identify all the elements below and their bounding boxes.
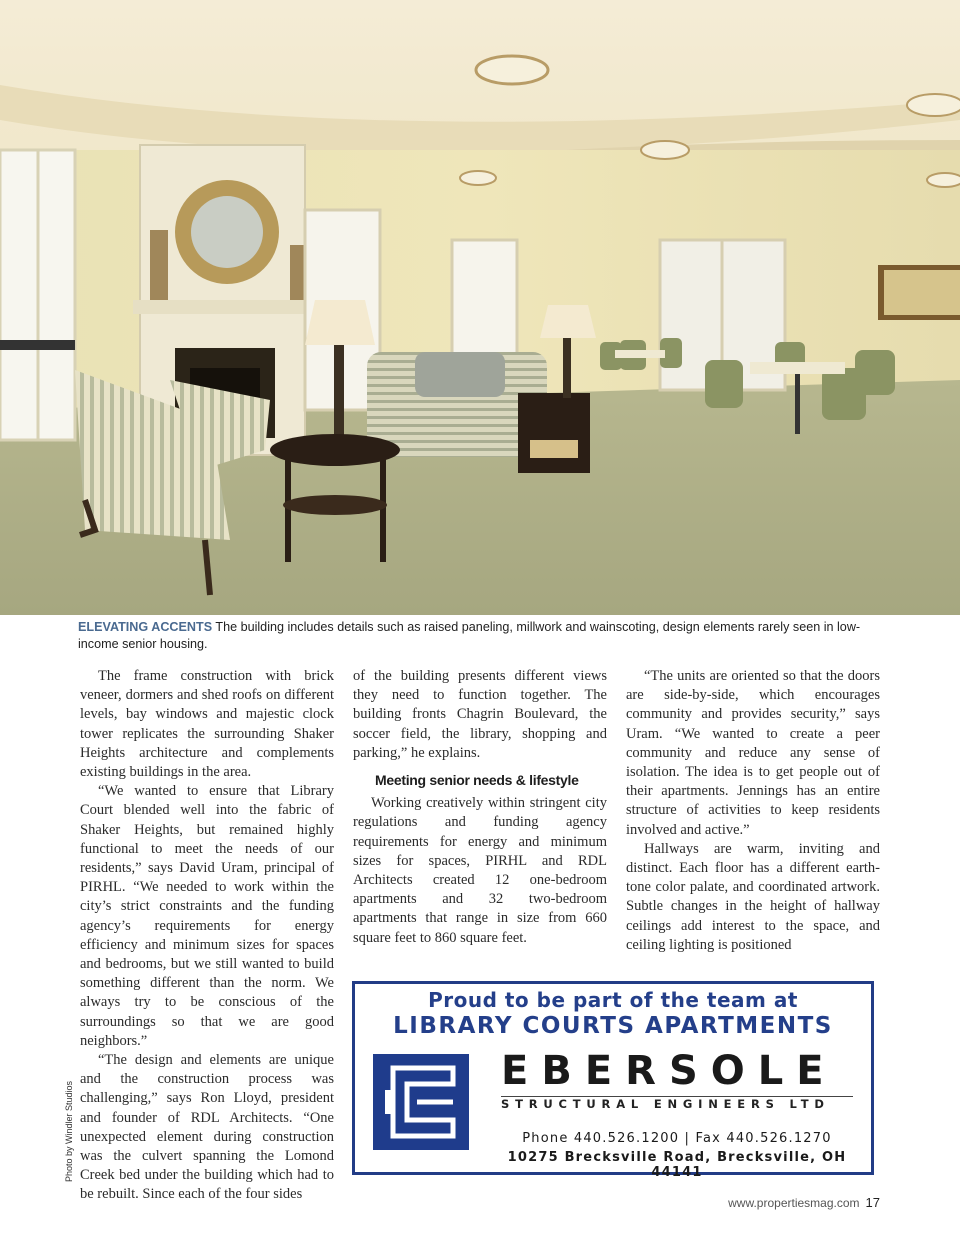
paragraph: Working creatively within stringent city regulations and funding agency requirements for energy and minimum sizes for spaces, PIRHL and RDL Architects created 12 one-bedroom apartments and 32 two-bedroom apartments that range in size from 660 square feet to 860 square feet. [353, 795, 607, 946]
page-number: 17 [865, 1195, 880, 1210]
paragraph: Hallways are warm, inviting and distinct. Each floor has a different earth-tone color palate, and coordinated artwork. Subtle changes in the height of hallway ceilings add interest to the space, and ceiling lighting is positioned [626, 840, 880, 953]
paragraph: of the building presents different views they need to function together. The building fronts Chagrin Boulevard, the soccer field, the library, shopping and parking,” he explains. [353, 668, 607, 761]
ad-phone-fax: Phone 440.526.1200 | Fax 440.526.1270 [522, 1131, 832, 1146]
article-column-2 [353, 667, 607, 948]
paragraph: “We wanted to ensure that Library Court blended well into the fabric of Shaker Heights, but remained highly functional to meet the needs of our residents,” says David Uram, principal of PIRHL. “We needed to work within the city’s strict constraints and the funding agency’s requirements for energy efficiency and minimum sizes for spaces and bedrooms, but we still wanted to build something different than the norm. We always try to be conscious of the surroundings so that we are good neighbors.” [80, 783, 334, 1049]
article-column-1 [80, 667, 334, 1205]
photo-credit: Photo by Windler Studios [64, 1080, 74, 1182]
footer-url[interactable]: www.propertiesmag.com [728, 1196, 860, 1210]
paragraph: “The units are oriented so that the doors are side-by-side, which encourages community and provides security,” says Uram. “We wanted to create a peer community and reduce any sense of isolation. The idea is to get people out of their apartments. Jennings has an entire structure of activities to keep residents involved and active.” [626, 668, 880, 838]
ad-project-name: LIBRARY COURTS APARTMENTS [393, 1013, 833, 1039]
photo-caption [78, 619, 898, 653]
caption-lead: ELEVATING ACCENTS [78, 620, 213, 634]
caption-text: The building includes details such as raised paneling, millwork and wainscoting, design elements rarely seen in low-income senior housing. [78, 620, 861, 651]
paragraph: “The design and elements are unique and the construction process was challenging,” says Ron Lloyd, president and founder of RDL Architects. “One unexpected element during construction was the culvert spanning the Lomond Creek bed under the building which had to be rebuilt. Since each of the four sides [80, 1052, 334, 1203]
ad-tagline: Proud to be part of the team at [428, 988, 798, 1012]
section-heading: Meeting senior needs & lifestyle [375, 772, 579, 789]
paragraph: The frame construction with brick veneer, dormers and shed roofs on different levels, bay windows and majestic clock tower replicates the surrounding Shaker Heights architecture and complements existing buildings in the area. [80, 668, 334, 781]
lounge-illustration [0, 0, 960, 615]
ebersole-logo-icon [373, 1054, 469, 1150]
ad-company-subtitle: STRUCTURAL ENGINEERS LTD [501, 1097, 830, 1111]
hero-photo [0, 0, 960, 615]
ad-company-name: EBERSOLE [501, 1048, 837, 1094]
article-column-3 [626, 667, 880, 955]
ad-address: 10275 Brecksville Road, Brecksville, OH 44141 [507, 1150, 847, 1180]
ebersole-advertisement [352, 981, 874, 1180]
page-footer [728, 1195, 880, 1210]
